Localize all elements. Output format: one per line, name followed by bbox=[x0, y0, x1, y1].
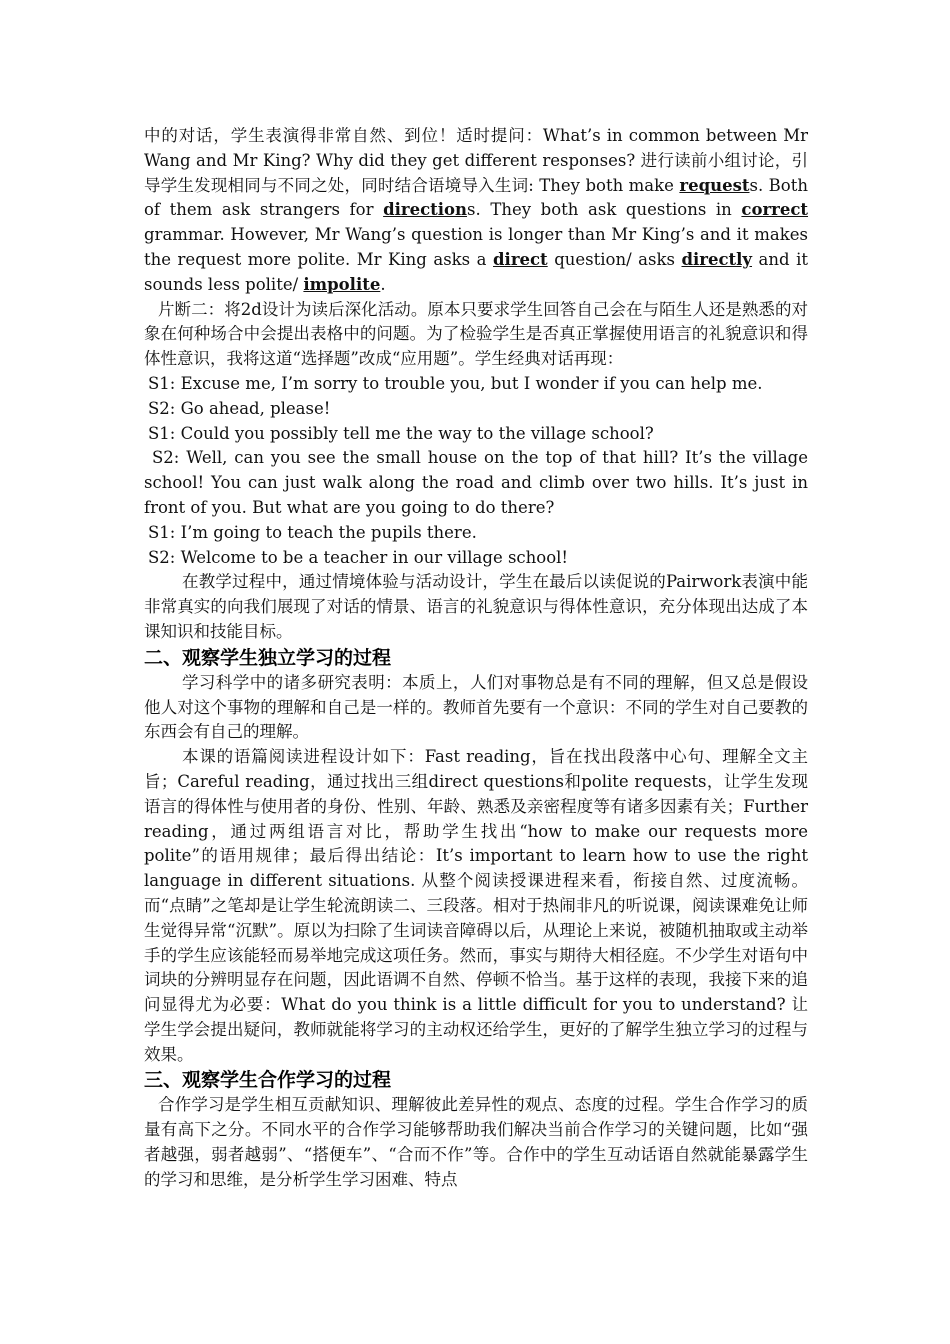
dialogue-line: S1: Could you possibly tell me the way to the village school? bbox=[148, 423, 654, 443]
paragraph-teaching-summary: 在教学过程中，通过情境体验与活动设计，学生在最后以读促说的Pairwork表演中能非常真实的向我们展现了对话的情景、语言的礼貌意识与得体性意识，充分体现出达成了本课知识和技能目标。 bbox=[144, 572, 808, 641]
paragraph-intro-dialogue: 中的对话，学生表演得非常自然、到位！适时提问：What’s in common between Mr Wang and Mr King? Why did they get different responses? 进行读前小组讨论，引导学生发现相同与不同之处，同时结合语境导入生词: They both make requests. Both of them ask strangers for directions. They both ask questions in correct grammar. However, Mr Wang’s question is longer than Mr King’s and it makes the request more polite. Mr King asks a direct question/ asks directly and it sounds less polite/ impolite. bbox=[144, 126, 809, 294]
keyword-impolite: impolite bbox=[303, 274, 381, 294]
keyword-correct: correct bbox=[741, 200, 809, 220]
paragraph-fragment-two: 片断二：将2d设计为读后深化活动。原本只要求学生回答自己会在与陌生人还是熟悉的对象在何种场合中会提出表格中的问题。为了检验学生是否真正掌握使用语言的礼貌意识和得体性意识，我将这道“选择题”改成“应用题”。学生经典对话再现： bbox=[144, 299, 808, 369]
keyword-request: request bbox=[679, 175, 750, 195]
keyword-directly: directly bbox=[681, 249, 753, 269]
paragraph-reading-process: 本课的语篇阅读进程设计如下：Fast reading，旨在找出段落中心句、理解全文主旨；Careful reading，通过找出三组direct questions和polite requests，让学生发现语言的得体性与使用者的身份、性别、年龄、熟悉及亲密程度等有诸多因素有关；Further reading，通过两组语言对比，帮助学生找出“how to make our requests more polite”的语用规律；最后得出结论：It’s important to learn how to use the right language in different situations. 从整个阅读授课进程来看，衔接自然、过度流畅。而“点睛”之笔却是让学生轮流朗读二、三段落。相对于热闹非凡的听说课，阅读课难免让师生觉得异常“沉默”。原以为扫除了生词读音障碍以后，从理论上来说，被随机抽取或主动举手的学生应该能轻而易举地完成这项任务。然而，事实与期待大相径庭。不少学生对语句中词块的分辨明显存在问题，因此语调不自然、停顿不恰当。基于这样的表现，我接下来的追问显得尤为必要：What do you think is a little difficult for you to understand? 让学生学会提出疑问，教师就能将学习的主动权还给学生，更好的了解学生独立学习的过程与效果。 bbox=[144, 747, 808, 1064]
keyword-direct: direct bbox=[493, 249, 548, 269]
keyword-direction: direction bbox=[383, 200, 468, 220]
section-heading-cooperative-learning: 三、观察学生合作学习的过程 bbox=[144, 1069, 392, 1092]
dialogue-line: S2: Welcome to be a teacher in our village school! bbox=[148, 547, 569, 567]
section-heading-independent-learning: 二、观察学生独立学习的过程 bbox=[144, 646, 392, 669]
dialogue-line: S2: Well, can you see the small house on the top of that hill? It’s the village school! You can just walk along the road and climb over two hills. It’s just in front of you. But what are you going to do there? bbox=[144, 448, 808, 517]
dialogue-line: S1: Excuse me, I’m sorry to trouble you, but I wonder if you can help me. bbox=[148, 373, 763, 393]
paragraph-learning-science: 学习科学中的诸多研究表明：本质上，人们对事物总是有不同的理解，但又总是假设他人对这个事物的理解和自己是一样的。教师首先要有一个意识：不同的学生对自己要教的东西会有自己的理解。 bbox=[144, 672, 808, 742]
dialogue-line: S2: Go ahead, please! bbox=[148, 398, 331, 418]
paragraph-cooperative-learning: 合作学习是学生相互贡献知识、理解彼此差异性的观点、态度的过程。学生合作学习的质量有高下之分。不同水平的合作学习能够帮助我们解决当前合作学习的关键问题，比如“强者越强，弱者越弱”、“搭便车”、“合而不作”等。合作中的学生互动话语自然就能暴露学生的学习和思维，是分析学生学习困难、特点 bbox=[144, 1095, 808, 1189]
dialogue-line: S1: I’m going to teach the pupils there. bbox=[148, 522, 477, 542]
document-page bbox=[144, 124, 808, 1193]
